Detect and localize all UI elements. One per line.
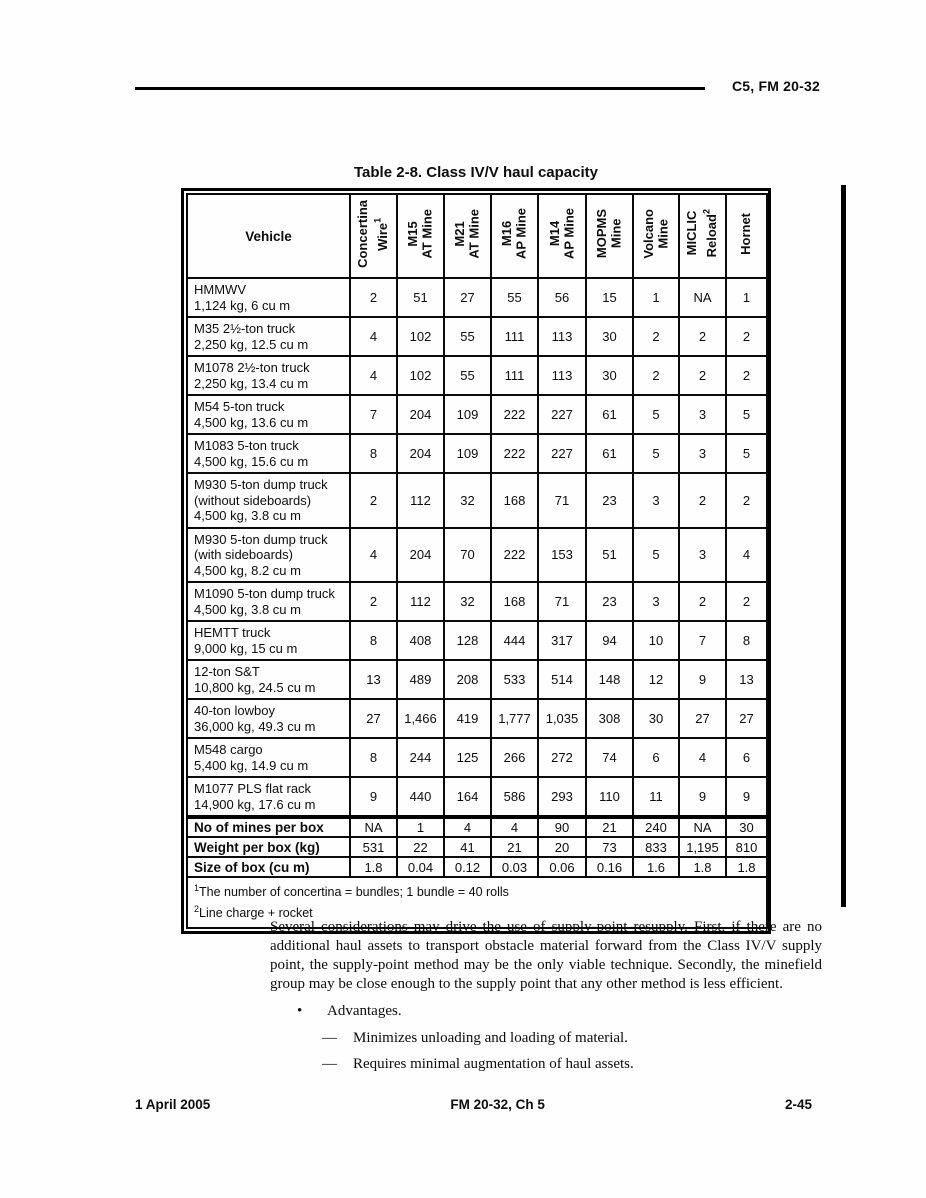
value-cell: 56 [538,278,586,317]
bullet-item-advantages [297,1003,402,1020]
value-cell: 71 [538,582,586,621]
value-cell: 2 [726,473,767,528]
summary-value-cell: 41 [444,837,491,857]
summary-value-cell: 0.16 [586,857,633,877]
value-cell: 5 [726,395,767,434]
value-cell: 1 [726,278,767,317]
column-header-cell [538,194,586,278]
vehicle-cell: M1083 5-ton truck 4,500 kg, 15.6 cu m [187,434,350,473]
value-cell: 8 [350,621,397,660]
value-cell: 2 [726,582,767,621]
value-cell: 419 [444,699,491,738]
value-cell: NA [679,278,726,317]
value-cell: 408 [397,621,444,660]
vehicle-cell: M1077 PLS flat rack 14,900 kg, 17.6 cu m [187,777,350,817]
column-header-label: M16 AP Mine [499,207,529,260]
summary-row [187,837,767,857]
value-cell: 94 [586,621,633,660]
value-cell: 7 [350,395,397,434]
table-row [187,738,767,777]
summary-value-cell: 1.8 [350,857,397,877]
value-cell: 293 [538,777,586,817]
value-cell: 533 [491,660,538,699]
value-cell: 5 [633,395,679,434]
page-footer [135,1097,812,1112]
table-row [187,473,767,528]
value-cell: 2 [726,317,767,356]
vehicle-header-cell: Vehicle [187,194,350,278]
value-cell: 30 [633,699,679,738]
column-header-label: Volcano Mine [640,208,670,259]
value-cell: 2 [679,317,726,356]
value-cell: 102 [397,356,444,395]
value-cell: 9 [679,660,726,699]
footnote-marker: 1 [372,216,383,222]
value-cell: 2 [726,356,767,395]
summary-value-cell: 4 [491,817,538,837]
summary-value-cell: 1.6 [633,857,679,877]
value-cell: 23 [586,473,633,528]
dash-item-text: Minimizes unloading and loading of material. [353,1030,628,1046]
value-cell: 514 [538,660,586,699]
value-cell: 4 [726,528,767,583]
vehicle-cell: HEMTT truck 9,000 kg, 15 cu m [187,621,350,660]
value-cell: 222 [491,395,538,434]
header-rule [135,87,705,90]
summary-value-cell: 0.04 [397,857,444,877]
header-row [187,194,767,278]
table-row [187,660,767,699]
value-cell: 27 [350,699,397,738]
value-cell: 111 [491,317,538,356]
value-cell: 71 [538,473,586,528]
value-cell: 153 [538,528,586,583]
table-row [187,278,767,317]
value-cell: 6 [726,738,767,777]
bullet-text: Advantages. [327,1003,402,1019]
vehicle-cell: M1078 2½-ton truck 2,250 kg, 13.4 cu m [187,356,350,395]
value-cell: 3 [679,395,726,434]
value-cell: 112 [397,582,444,621]
value-cell: 308 [586,699,633,738]
summary-value-cell: 0.06 [538,857,586,877]
value-cell: 3 [633,473,679,528]
footnote-marker: 2 [701,209,712,215]
value-cell: 1,466 [397,699,444,738]
table-row [187,356,767,395]
value-cell: 8 [350,738,397,777]
value-cell: 9 [679,777,726,817]
value-cell: 266 [491,738,538,777]
value-cell: 2 [679,473,726,528]
value-cell: 9 [726,777,767,817]
vehicle-cell: 12-ton S&T 10,800 kg, 24.5 cu m [187,660,350,699]
bullet-marker: • [297,1003,303,1019]
summary-label-cell: Size of box (cu m) [187,857,350,877]
value-cell: 10 [633,621,679,660]
summary-label-cell: Weight per box (kg) [187,837,350,857]
body-paragraph: Several considerations may drive the use of supply-point resupply. First, if there are no additional haul assets to transport obstacle material forward from the Class IV/V supply point, the supply-point method may be the only viable technique. Secondly, the minefield group may be close enough to the supply point that any other method is less efficient. [270,919,822,992]
vehicle-cell: 40-ton lowboy 36,000 kg, 49.3 cu m [187,699,350,738]
value-cell: 55 [444,317,491,356]
value-cell: 55 [444,356,491,395]
summary-value-cell: 833 [633,837,679,857]
column-header-cell [679,194,726,278]
value-cell: 128 [444,621,491,660]
value-cell: 32 [444,582,491,621]
value-cell: 204 [397,528,444,583]
table-title: Table 2-8. Class IV/V haul capacity [354,164,598,181]
value-cell: 51 [586,528,633,583]
dash-item [322,1030,634,1047]
summary-value-cell: 30 [726,817,767,837]
value-cell: 111 [491,356,538,395]
value-cell: 102 [397,317,444,356]
table-header [187,194,767,278]
value-cell: 2 [350,473,397,528]
value-cell: 3 [633,582,679,621]
value-cell: 3 [679,434,726,473]
column-header-label: M14 AP Mine [546,207,576,260]
summary-value-cell: 20 [538,837,586,857]
table-row [187,528,767,583]
summary-value-cell: NA [679,817,726,837]
value-cell: 2 [633,317,679,356]
column-header-cell [350,194,397,278]
value-cell: 272 [538,738,586,777]
value-cell: 2 [679,582,726,621]
value-cell: 227 [538,395,586,434]
column-header-label: Hornet [738,212,754,255]
column-header-cell [444,194,491,278]
summary-value-cell: 21 [491,837,538,857]
value-cell: 74 [586,738,633,777]
summary-value-cell: 531 [350,837,397,857]
summary-value-cell: 73 [586,837,633,857]
value-cell: 4 [679,738,726,777]
value-cell: 30 [586,317,633,356]
value-cell: 222 [491,528,538,583]
vehicle-cell: M54 5-ton truck 4,500 kg, 13.6 cu m [187,395,350,434]
value-cell: 440 [397,777,444,817]
column-header-cell [586,194,633,278]
value-cell: 12 [633,660,679,699]
value-cell: 27 [444,278,491,317]
haul-capacity-table [186,193,768,929]
summary-value-cell: 0.12 [444,857,491,877]
footer-page-number: 2-45 [784,1097,812,1112]
value-cell: 55 [491,278,538,317]
column-header-cell [397,194,444,278]
footnote-marker: 1 [194,883,200,893]
table-body [187,278,767,928]
table-row [187,395,767,434]
summary-value-cell: 1 [397,817,444,837]
column-header-label: Concertina Wire$^1$ [355,199,391,268]
haul-capacity-table-frame [181,188,771,934]
value-cell: 222 [491,434,538,473]
value-cell: 15 [586,278,633,317]
value-cell: 7 [679,621,726,660]
summary-value-cell: 1.8 [679,857,726,877]
column-header-cell [726,194,767,278]
summary-value-cell: 810 [726,837,767,857]
value-cell: 4 [350,317,397,356]
table-row [187,317,767,356]
value-cell: 8 [350,434,397,473]
column-header-label: M15 AT Mine [405,208,435,259]
value-cell: 30 [586,356,633,395]
value-cell: 27 [726,699,767,738]
column-header-cell [491,194,538,278]
summary-value-cell: 21 [586,817,633,837]
document-ref: C5, FM 20-32 [732,78,820,94]
value-cell: 444 [491,621,538,660]
footer-date: 1 April 2005 [135,1097,211,1112]
value-cell: 27 [679,699,726,738]
value-cell: 113 [538,317,586,356]
vehicle-cell: M548 cargo 5,400 kg, 14.9 cu m [187,738,350,777]
value-cell: 168 [491,473,538,528]
value-cell: 3 [679,528,726,583]
value-cell: 204 [397,395,444,434]
summary-value-cell: 90 [538,817,586,837]
value-cell: 70 [444,528,491,583]
value-cell: 204 [397,434,444,473]
value-cell: 51 [397,278,444,317]
summary-row [187,817,767,837]
value-cell: 208 [444,660,491,699]
value-cell: 148 [586,660,633,699]
summary-value-cell: 240 [633,817,679,837]
value-cell: 1,777 [491,699,538,738]
value-cell: 2 [350,278,397,317]
value-cell: 168 [491,582,538,621]
vehicle-cell: M930 5-ton dump truck (without sideboards) 4,500 kg, 3.8 cu m [187,473,350,528]
column-header-cell [633,194,679,278]
dash-marker: — [322,1030,337,1046]
summary-label-cell: No of mines per box [187,817,350,837]
value-cell: 109 [444,395,491,434]
table-row [187,699,767,738]
value-cell: 61 [586,434,633,473]
value-cell: 11 [633,777,679,817]
value-cell: 125 [444,738,491,777]
value-cell: 4 [350,356,397,395]
table-row [187,434,767,473]
value-cell: 2 [350,582,397,621]
value-cell: 4 [350,528,397,583]
value-cell: 23 [586,582,633,621]
value-cell: 586 [491,777,538,817]
value-cell: 113 [538,356,586,395]
dash-item [322,1056,634,1073]
value-cell: 244 [397,738,444,777]
value-cell: 317 [538,621,586,660]
summary-row [187,857,767,877]
summary-value-cell: 0.03 [491,857,538,877]
footnote: $^2$Line charge + rocket [194,904,313,921]
summary-value-cell: 1.8 [726,857,767,877]
dash-marker: — [322,1056,337,1072]
dash-item-text: Requires minimal augmentation of haul assets. [353,1056,634,1072]
table-row [187,777,767,817]
sub-bullet-list [322,1030,634,1082]
vehicle-cell: M1090 5-ton dump truck 4,500 kg, 3.8 cu m [187,582,350,621]
value-cell: 164 [444,777,491,817]
value-cell: 1,035 [538,699,586,738]
vehicle-cell: HMMWV 1,124 kg, 6 cu m [187,278,350,317]
value-cell: 5 [633,528,679,583]
value-cell: 32 [444,473,491,528]
value-cell: 13 [726,660,767,699]
value-cell: 227 [538,434,586,473]
value-cell: 61 [586,395,633,434]
change-bar [841,185,846,907]
value-cell: 109 [444,434,491,473]
value-cell: 489 [397,660,444,699]
column-header-label: M21 AT Mine [452,208,482,259]
value-cell: 13 [350,660,397,699]
value-cell: 5 [726,434,767,473]
value-cell: 8 [726,621,767,660]
table-row [187,582,767,621]
value-cell: 110 [586,777,633,817]
column-header-label: MOPMS Mine [594,208,624,259]
summary-value-cell: 22 [397,837,444,857]
value-cell: 2 [633,356,679,395]
vehicle-cell: M35 2½-ton truck 2,250 kg, 12.5 cu m [187,317,350,356]
value-cell: 1 [633,278,679,317]
footer-doc: FM 20-32, Ch 5 [450,1097,545,1112]
value-cell: 5 [633,434,679,473]
table-row [187,621,767,660]
vehicle-cell: M930 5-ton dump truck (with sideboards) 4,500 kg, 8.2 cu m [187,528,350,583]
value-cell: 9 [350,777,397,817]
value-cell: 2 [679,356,726,395]
summary-value-cell: NA [350,817,397,837]
value-cell: 6 [633,738,679,777]
footnote-marker: 2 [194,904,200,915]
summary-value-cell: 1,195 [679,837,726,857]
column-header-label: MICLIC Reload$^2$ [684,209,720,258]
summary-value-cell: 4 [444,817,491,837]
value-cell: 112 [397,473,444,528]
footnote: $^1$The number of concertina = bundles; 1 bundle = 40 rolls [194,883,509,900]
